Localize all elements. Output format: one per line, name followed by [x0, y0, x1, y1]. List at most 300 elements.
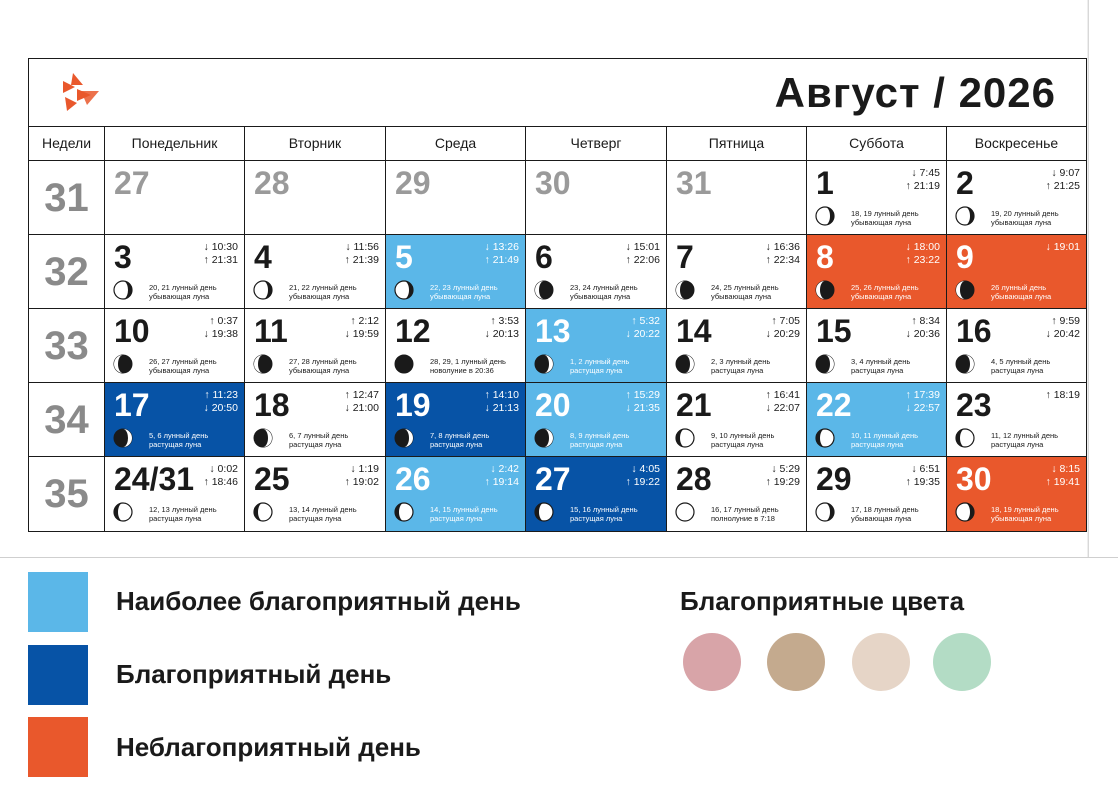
moonrise-moonset-times	[906, 167, 940, 193]
lunar-day-info	[851, 505, 919, 523]
day-number: 17	[114, 387, 150, 423]
day-number: 1	[816, 165, 834, 201]
moonrise-moonset-times	[766, 315, 800, 341]
moon-time-1: ↓ 6:51	[911, 463, 940, 475]
favorable-color-swatch	[933, 633, 991, 691]
day-number: 30	[535, 165, 571, 201]
moonrise-moonset-times	[906, 389, 940, 415]
moon-phase-text: убывающая луна	[851, 514, 912, 523]
moonrise-moonset-times	[906, 315, 940, 341]
lunar-day-info	[711, 431, 774, 449]
moon-phase-icon	[955, 354, 975, 374]
lunar-day-info	[430, 357, 506, 375]
moon-phase-text: убывающая луна	[851, 292, 912, 301]
moon-time-1: ↓ 2:42	[490, 463, 519, 475]
lunar-day-text: 1, 2 лунный день	[570, 357, 630, 366]
moon-phase-icon	[675, 354, 695, 374]
day-cell[interactable]	[386, 235, 526, 308]
week-row	[29, 161, 1086, 235]
lunar-day-info	[149, 431, 208, 449]
lunar-day-text: 22, 23 лунный день	[430, 283, 498, 292]
calendar	[28, 58, 1087, 532]
week-row	[29, 457, 1086, 531]
moon-time-1: ↓ 16:36	[765, 241, 800, 253]
moon-phase-icon	[113, 280, 133, 300]
week-number: 34	[29, 383, 105, 456]
day-cell[interactable]	[386, 383, 526, 456]
lunar-day-info	[570, 505, 638, 523]
moon-phase-icon	[815, 502, 835, 522]
day-number: 10	[114, 313, 150, 349]
moon-time-2: ↓ 20:36	[905, 328, 940, 340]
moon-phase-icon	[955, 206, 975, 226]
lunar-day-info	[711, 505, 779, 523]
moon-time-1: ↓ 15:01	[625, 241, 660, 253]
lunar-day-text: 11, 12 лунный день	[991, 431, 1059, 440]
moonrise-moonset-times	[626, 241, 660, 267]
moon-time-2: ↑ 23:22	[905, 254, 940, 266]
weekday-header-row	[29, 127, 1086, 161]
moon-phase-icon	[394, 280, 414, 300]
day-number: 4	[254, 239, 272, 275]
moonrise-moonset-times	[485, 241, 519, 267]
moonrise-moonset-times	[485, 389, 519, 415]
lunar-day-info	[289, 283, 357, 301]
day-number: 27	[535, 461, 571, 497]
lunar-day-text: 4, 5 лунный день	[991, 357, 1051, 366]
day-cell[interactable]	[105, 161, 245, 234]
moon-time-1: ↓ 7:45	[911, 167, 940, 179]
day-number: 30	[956, 461, 992, 497]
moon-time-1: ↓ 5:29	[771, 463, 800, 475]
day-number: 27	[114, 165, 150, 201]
moon-time-2: ↓ 20:22	[625, 328, 660, 340]
moon-phase-icon	[675, 502, 695, 522]
lunar-day-info	[711, 283, 779, 301]
moon-phase-icon	[253, 428, 273, 448]
moon-time-2: ↑ 19:29	[765, 476, 800, 488]
day-cell[interactable]	[947, 309, 1086, 382]
lunar-day-text: 16, 17 лунный день	[711, 505, 779, 514]
lunar-day-text: 24, 25 лунный день	[711, 283, 779, 292]
calendar-header	[29, 59, 1086, 127]
day-cell[interactable]	[386, 161, 526, 234]
moon-phase-text: растущая луна	[851, 366, 904, 375]
moonrise-moonset-times	[766, 241, 800, 267]
weekday-header: Вторник	[245, 127, 386, 160]
moon-time-2: ↑ 19:14	[484, 476, 519, 488]
legend-color-square	[28, 717, 88, 777]
lunar-day-text: 8, 9 лунный день	[570, 431, 630, 440]
moon-time-2: ↑ 19:35	[905, 476, 940, 488]
moon-phase-icon	[113, 354, 133, 374]
moonrise-moonset-times	[204, 389, 238, 415]
day-cell[interactable]	[526, 383, 667, 456]
moon-time-2: ↓ 21:35	[625, 402, 660, 414]
day-cell[interactable]	[386, 457, 526, 531]
day-number: 8	[816, 239, 834, 275]
week-row	[29, 235, 1086, 309]
moon-phase-text: растущая луна	[149, 514, 202, 523]
lunar-day-text: 9, 10 лунный день	[711, 431, 775, 440]
day-number: 25	[254, 461, 290, 497]
day-number: 11	[254, 313, 288, 349]
weekday-header: Четверг	[526, 127, 667, 160]
moon-time-1: ↓ 10:30	[203, 241, 238, 253]
moon-time-1: ↑ 8:34	[911, 315, 940, 327]
moon-time-2: ↑ 18:46	[203, 476, 238, 488]
day-number: 16	[956, 313, 992, 349]
moon-phase-text: убывающая луна	[430, 292, 491, 301]
lunar-day-text: 14, 15 лунный день	[430, 505, 498, 514]
moonrise-moonset-times	[906, 463, 940, 489]
moonrise-moonset-times	[626, 389, 660, 415]
lunar-day-text: 25, 26 лунный день	[851, 283, 919, 292]
day-cell[interactable]	[105, 309, 245, 382]
week-row	[29, 383, 1086, 457]
day-cell[interactable]	[667, 235, 807, 308]
moon-time-2: ↓ 20:13	[484, 328, 519, 340]
moon-time-1: ↑ 7:05	[771, 315, 800, 327]
moon-time-2: ↑ 19:41	[1045, 476, 1080, 488]
weekday-header: Воскресенье	[974, 135, 1059, 151]
moon-time-1: ↑ 11:23	[204, 389, 238, 401]
moon-phase-text: полнолуние в 7:18	[711, 514, 775, 523]
lunar-day-text: 13, 14 лунный день	[289, 505, 357, 514]
lunar-day-text: 18, 19 лунный день	[991, 505, 1059, 514]
week-number: 35	[29, 457, 105, 531]
day-cell[interactable]	[807, 309, 947, 382]
moonrise-moonset-times	[345, 463, 379, 489]
moon-phase-icon	[675, 280, 695, 300]
day-number: 5	[395, 239, 413, 275]
week-number: 31	[29, 161, 105, 234]
day-cell[interactable]	[667, 383, 807, 456]
moon-time-1: ↑ 16:41	[765, 389, 800, 401]
day-cell[interactable]	[947, 383, 1086, 456]
day-cell[interactable]	[105, 235, 245, 308]
lunar-day-info	[149, 283, 217, 301]
moon-time-2: ↑ 19:02	[344, 476, 379, 488]
lunar-day-info	[149, 357, 217, 375]
moon-phase-text: убывающая луна	[149, 292, 210, 301]
lunar-day-info	[430, 505, 498, 523]
lunar-day-info	[570, 431, 629, 449]
moon-time-2: ↓ 20:42	[1045, 328, 1080, 340]
lunar-day-text: 5, 6 лунный день	[149, 431, 209, 440]
lunar-day-text: 12, 13 лунный день	[149, 505, 217, 514]
moon-phase-text: убывающая луна	[851, 218, 912, 227]
moon-phase-text: убывающая луна	[991, 514, 1052, 523]
weeks-column-header: Недели	[29, 127, 105, 160]
lunar-day-info	[570, 357, 629, 375]
favorable-color-swatch	[683, 633, 741, 691]
weekday-header: Понедельник	[105, 127, 245, 160]
lunar-day-text: 26, 27 лунный день	[149, 357, 217, 366]
moon-phase-icon	[534, 354, 554, 374]
day-number: 31	[676, 165, 712, 201]
moon-time-2: ↓ 20:29	[765, 328, 800, 340]
day-cell[interactable]	[526, 161, 667, 234]
moon-phase-icon	[394, 354, 414, 374]
lunar-day-info	[289, 357, 357, 375]
lunar-day-text: 7, 8 лунный день	[430, 431, 490, 440]
moon-phase-icon	[955, 428, 975, 448]
lunar-day-text: 26 лунный день	[991, 283, 1047, 292]
lunar-day-text: 10, 11 лунный день	[851, 431, 919, 440]
lunar-day-info	[991, 357, 1050, 375]
lunar-day-info	[991, 283, 1051, 301]
moon-phase-text: растущая луна	[289, 514, 342, 523]
day-cell[interactable]	[245, 383, 386, 456]
weekday-header: Пятница	[667, 127, 807, 160]
moon-phase-icon	[394, 428, 414, 448]
legend-label: Неблагоприятный день	[116, 732, 421, 762]
lunar-day-text: 27, 28 лунный день	[289, 357, 357, 366]
moon-time-2: ↑ 22:06	[625, 254, 660, 266]
moonrise-moonset-times	[1046, 241, 1080, 254]
moonrise-moonset-times	[345, 241, 379, 267]
lunar-day-info	[289, 431, 348, 449]
day-cell[interactable]	[807, 161, 947, 234]
moon-phase-icon	[113, 428, 133, 448]
moon-phase-icon	[955, 502, 975, 522]
moon-time-2: ↓ 19:38	[203, 328, 238, 340]
day-number: 26	[395, 461, 431, 497]
moon-phase-icon	[815, 280, 835, 300]
moonrise-moonset-times	[1046, 315, 1080, 341]
favorable-color-swatch	[767, 633, 825, 691]
moon-time-1: ↑ 12:47	[344, 389, 379, 401]
moon-time-2: ↑ 21:25	[1045, 180, 1080, 192]
lunar-day-info	[991, 505, 1059, 523]
day-number: 14	[676, 313, 712, 349]
lunar-day-info	[991, 431, 1058, 449]
day-cell[interactable]	[947, 161, 1086, 234]
favorable-colors-title: Благоприятные цвета	[680, 586, 965, 616]
day-number: 6	[535, 239, 553, 275]
logo-icon	[59, 71, 103, 115]
moon-time-1: ↑ 9:59	[1051, 315, 1080, 327]
moon-phase-text: растущая луна	[991, 440, 1044, 449]
lunar-day-info	[570, 283, 638, 301]
day-number: 12	[395, 313, 431, 349]
moon-phase-icon	[394, 502, 414, 522]
moon-phase-icon	[815, 206, 835, 226]
day-cell[interactable]	[245, 457, 386, 531]
moonrise-moonset-times	[204, 463, 238, 489]
day-cell[interactable]	[526, 235, 667, 308]
legend-label: Благоприятный день	[116, 659, 392, 689]
moon-time-1: ↓ 18:00	[905, 241, 940, 253]
moon-time-2: ↓ 22:07	[765, 402, 800, 414]
moon-time-2: ↓ 21:00	[344, 402, 379, 414]
day-cell[interactable]	[245, 309, 386, 382]
moon-time-1: ↑ 18:19	[1045, 389, 1080, 401]
moon-phase-text: растущая луна	[570, 440, 623, 449]
day-number: 18	[254, 387, 290, 423]
moon-phase-icon	[815, 428, 835, 448]
moon-phase-icon	[253, 502, 273, 522]
lunar-day-text: 3, 4 лунный день	[851, 357, 911, 366]
lunar-day-text: 2, 3 лунный день	[711, 357, 771, 366]
day-number: 9	[956, 239, 974, 275]
moon-time-2: ↓ 21:13	[484, 402, 519, 414]
day-cell[interactable]	[526, 457, 667, 531]
week-row	[29, 309, 1086, 383]
day-number: 2	[956, 165, 974, 201]
day-cell[interactable]	[526, 309, 667, 382]
moonrise-moonset-times	[1046, 389, 1080, 402]
moon-phase-text: убывающая луна	[289, 366, 350, 375]
lunar-day-text: 17, 18 лунный день	[851, 505, 919, 514]
day-number: 22	[816, 387, 852, 423]
day-number: 7	[676, 239, 694, 275]
moonrise-moonset-times	[345, 389, 379, 415]
moon-phase-icon	[113, 502, 133, 522]
moon-time-2: ↓ 19:59	[344, 328, 379, 340]
week-number: 33	[29, 309, 105, 382]
lunar-day-text: 20, 21 лунный день	[149, 283, 217, 292]
moon-time-1: ↑ 5:32	[631, 315, 660, 327]
day-cell[interactable]	[807, 235, 947, 308]
moon-phase-text: растущая луна	[711, 440, 764, 449]
day-cell[interactable]	[807, 383, 947, 456]
moonrise-moonset-times	[626, 463, 660, 489]
lunar-day-text: 23, 24 лунный день	[570, 283, 638, 292]
moon-phase-icon	[955, 280, 975, 300]
day-cell[interactable]	[245, 235, 386, 308]
moon-phase-text: убывающая луна	[711, 292, 772, 301]
moon-time-1: ↑ 15:29	[625, 389, 660, 401]
moon-time-1: ↑ 17:39	[905, 389, 940, 401]
page-edge	[1088, 0, 1118, 558]
moonrise-moonset-times	[906, 241, 940, 267]
moon-time-2: ↑ 21:49	[484, 254, 519, 266]
moon-time-1: ↓ 19:01	[1045, 241, 1080, 253]
day-number: 13	[535, 313, 571, 349]
day-number: 24/31	[114, 461, 195, 497]
weekday-header: Среда	[386, 127, 526, 160]
moonrise-moonset-times	[1046, 463, 1080, 489]
moon-phase-icon	[253, 354, 273, 374]
lunar-day-text: 6, 7 лунный день	[289, 431, 349, 440]
moon-time-1: ↑ 2:12	[350, 315, 379, 327]
legend-color-square	[28, 645, 88, 705]
moon-time-1: ↓ 1:19	[350, 463, 379, 475]
lunar-day-info	[851, 357, 910, 375]
moon-phase-text: убывающая луна	[289, 292, 350, 301]
moonrise-moonset-times	[204, 241, 238, 267]
day-cell[interactable]	[667, 457, 807, 531]
day-number: 19	[395, 387, 431, 423]
lunar-day-info	[149, 505, 217, 523]
moon-time-1: ↓ 9:07	[1051, 167, 1080, 179]
weekday-header: Суббота	[807, 127, 947, 160]
day-number: 21	[676, 387, 712, 423]
moon-phase-icon	[534, 428, 554, 448]
moon-phase-text: растущая луна	[149, 440, 202, 449]
legend-color-square	[28, 572, 88, 632]
moon-time-1: ↓ 4:05	[631, 463, 660, 475]
moonrise-moonset-times	[766, 463, 800, 489]
moon-time-1: ↓ 11:56	[345, 241, 379, 253]
day-cell[interactable]	[807, 457, 947, 531]
moon-time-1: ↓ 0:02	[209, 463, 238, 475]
moon-phase-text: убывающая луна	[570, 292, 631, 301]
week-number: 32	[29, 235, 105, 308]
moon-time-1: ↑ 14:10	[484, 389, 519, 401]
lunar-day-text: 19, 20 лунный день	[991, 209, 1059, 218]
moon-phase-text: растущая луна	[851, 440, 904, 449]
lunar-day-info	[851, 209, 919, 227]
lunar-day-info	[430, 431, 489, 449]
legend-label: Наиболее благоприятный день	[116, 586, 521, 616]
moon-phase-text: новолуние в 20:36	[430, 366, 494, 375]
day-number: 29	[395, 165, 431, 201]
moonrise-moonset-times	[345, 315, 379, 341]
moon-phase-icon	[675, 428, 695, 448]
lunar-day-text: 15, 16 лунный день	[570, 505, 638, 514]
moon-phase-text: растущая луна	[711, 366, 764, 375]
day-cell[interactable]	[947, 457, 1086, 531]
moonrise-moonset-times	[204, 315, 238, 341]
moon-phase-text: растущая луна	[289, 440, 342, 449]
day-cell[interactable]	[105, 383, 245, 456]
moon-time-1: ↑ 3:53	[490, 315, 519, 327]
moon-time-2: ↑ 22:34	[765, 254, 800, 266]
moon-phase-text: убывающая луна	[991, 218, 1052, 227]
favorable-color-swatch	[852, 633, 910, 691]
lunar-day-info	[991, 209, 1059, 227]
moon-phase-icon	[534, 280, 554, 300]
page-title: Август / 2026	[774, 69, 1056, 116]
moon-phase-text: растущая луна	[570, 366, 623, 375]
lunar-day-info	[851, 431, 918, 449]
divider	[0, 557, 1118, 558]
day-cell[interactable]	[667, 161, 807, 234]
moon-phase-text: растущая луна	[570, 514, 623, 523]
moon-time-2: ↑ 21:31	[203, 254, 238, 266]
moonrise-moonset-times	[1046, 167, 1080, 193]
day-cell[interactable]	[386, 309, 526, 382]
day-number: 28	[676, 461, 712, 497]
moon-phase-text: убывающая луна	[149, 366, 210, 375]
day-cell[interactable]	[105, 457, 245, 531]
day-number: 20	[535, 387, 571, 423]
day-cell[interactable]	[667, 309, 807, 382]
moon-phase-text: убывающая луна	[991, 292, 1052, 301]
day-cell[interactable]	[947, 235, 1086, 308]
moonrise-moonset-times	[766, 389, 800, 415]
lunar-day-info	[289, 505, 357, 523]
moon-phase-icon	[534, 502, 554, 522]
moon-phase-text: растущая луна	[430, 514, 483, 523]
moon-time-2: ↑ 21:39	[344, 254, 379, 266]
lunar-day-text: 21, 22 лунный день	[289, 283, 357, 292]
moon-time-1: ↓ 13:26	[484, 241, 519, 253]
day-number: 28	[254, 165, 290, 201]
moon-phase-icon	[815, 354, 835, 374]
day-number: 29	[816, 461, 852, 497]
moonrise-moonset-times	[485, 315, 519, 341]
moon-time-1: ↑ 0:37	[209, 315, 238, 327]
moon-time-2: ↑ 19:22	[625, 476, 660, 488]
day-cell[interactable]	[245, 161, 386, 234]
moon-time-1: ↓ 8:15	[1051, 463, 1080, 475]
moonrise-moonset-times	[485, 463, 519, 489]
day-number: 15	[816, 313, 852, 349]
